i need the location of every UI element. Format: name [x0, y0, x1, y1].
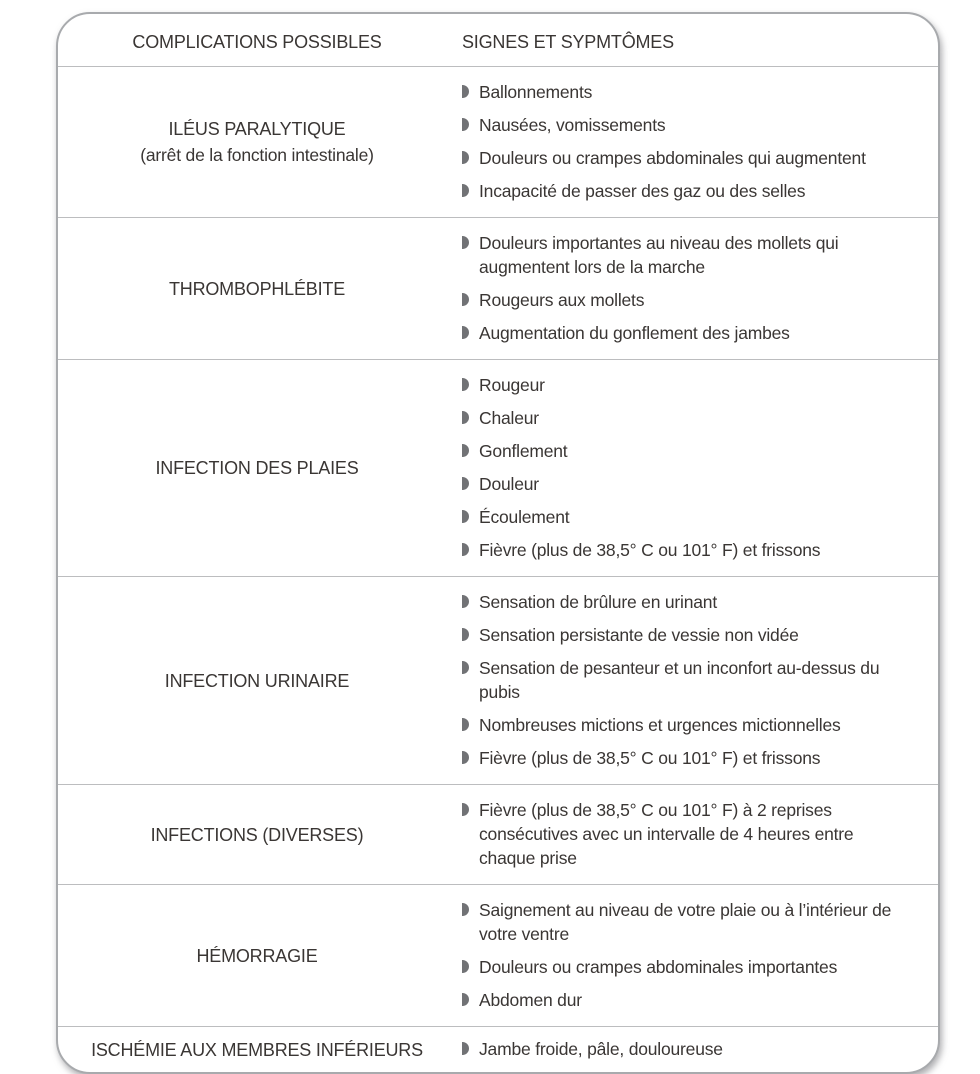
sign-item — [462, 798, 914, 870]
sign-item — [462, 505, 914, 529]
bullet-icon — [462, 993, 469, 1006]
complication-cell — [58, 360, 456, 576]
bullet-icon — [462, 903, 469, 916]
table-row — [58, 360, 938, 577]
sign-item — [462, 623, 914, 647]
complication-cell — [58, 218, 456, 359]
table-row — [58, 67, 938, 218]
sign-text: Saignement au niveau de votre plaie ou à l’intérieur de votre ventre — [479, 900, 892, 944]
sign-text: Sensation de brûlure en urinant — [479, 592, 717, 612]
sign-item — [462, 113, 914, 137]
sign-item — [462, 955, 914, 979]
complication-label: ISCHÉMIE AUX MEMBRES INFÉRIEURS — [91, 1039, 423, 1060]
sign-text: Douleurs ou crampes abdominales importantes — [479, 957, 838, 977]
bullet-icon — [462, 293, 469, 306]
sign-text: Chaleur — [479, 408, 539, 428]
sign-text: Gonflement — [479, 441, 568, 461]
sign-item — [462, 713, 914, 737]
signs-cell — [456, 218, 938, 359]
bullet-icon — [462, 184, 469, 197]
signs-list — [462, 898, 914, 1021]
signs-cell — [456, 577, 938, 784]
sign-text: Rougeur — [479, 375, 545, 395]
bullet-icon — [462, 1042, 469, 1055]
sign-text: Fièvre (plus de 38,5° C ou 101° F) et frissons — [479, 748, 821, 768]
sign-text: Jambe froide, pâle, douloureuse — [479, 1039, 723, 1059]
signs-header-label: SIGNES ET SYPMTÔMES — [462, 32, 674, 52]
bullet-icon — [462, 718, 469, 731]
sign-text: Douleurs ou crampes abdominales qui augmentent — [479, 148, 866, 168]
complication-label: HÉMORRAGIE — [196, 945, 318, 966]
table-header-row — [58, 14, 938, 67]
signs-list — [462, 590, 914, 779]
bullet-icon — [462, 595, 469, 608]
sign-item — [462, 231, 914, 279]
sign-item — [462, 80, 914, 104]
sign-item — [462, 179, 914, 203]
sign-text: Augmentation du gonflement des jambes — [479, 323, 790, 343]
complication-subtitle: (arrêt de la fonction intestinale) — [140, 145, 374, 165]
table-row — [58, 885, 938, 1027]
signs-list — [462, 1037, 914, 1070]
complication-label: ILÉUS PARALYTIQUE — [168, 119, 346, 139]
complication-label: THROMBOPHLÉBITE — [168, 278, 346, 299]
bullet-icon — [462, 661, 469, 674]
complication-label: INFECTIONS (DIVERSES) — [150, 824, 364, 845]
sign-text: Douleurs importantes au niveau des mollets qui augmentent lors de la marche — [479, 233, 839, 277]
signs-list — [462, 80, 914, 212]
sign-item — [462, 321, 914, 345]
bullet-icon — [462, 444, 469, 457]
table-row — [58, 577, 938, 785]
sign-item — [462, 288, 914, 312]
sign-item — [462, 988, 914, 1012]
sign-text: Fièvre (plus de 38,5° C ou 101° F) et frissons — [479, 540, 821, 560]
sign-item — [462, 439, 914, 463]
sign-item — [462, 656, 914, 704]
sign-item — [462, 746, 914, 770]
complication-cell — [58, 1027, 456, 1072]
bullet-icon — [462, 543, 469, 556]
complications-table-card — [56, 12, 940, 1074]
complication-cell — [58, 885, 456, 1026]
complication-cell — [58, 67, 456, 217]
bullet-icon — [462, 411, 469, 424]
bullet-icon — [462, 118, 469, 131]
bullet-icon — [462, 236, 469, 249]
sign-text: Sensation persistante de vessie non vidée — [479, 625, 799, 645]
sign-item — [462, 590, 914, 614]
sign-item — [462, 406, 914, 430]
sign-item — [462, 898, 914, 946]
header-cell-signs — [456, 14, 938, 66]
sign-text: Fièvre (plus de 38,5° C ou 101° F) à 2 reprises consécutives avec un intervalle de 4 heures entre chaque prise — [479, 800, 854, 868]
sign-text: Nausées, vomissements — [479, 115, 666, 135]
complication-cell — [58, 577, 456, 784]
sign-item — [462, 373, 914, 397]
complication-cell — [58, 785, 456, 884]
bullet-icon — [462, 378, 469, 391]
signs-list — [462, 798, 914, 879]
complications-header-label: COMPLICATIONS POSSIBLES — [132, 32, 382, 52]
sign-text: Rougeurs aux mollets — [479, 290, 645, 310]
sign-item — [462, 1037, 914, 1061]
complication-label: INFECTION URINAIRE — [164, 670, 350, 691]
sign-text: Nombreuses mictions et urgences mictionnelles — [479, 715, 841, 735]
bullet-icon — [462, 326, 469, 339]
complication-label: INFECTION DES PLAIES — [155, 458, 359, 478]
table-row — [58, 218, 938, 360]
sign-text: Abdomen dur — [479, 990, 582, 1010]
table-body — [58, 67, 938, 1072]
header-cell-complications — [58, 14, 456, 66]
bullet-icon — [462, 803, 469, 816]
sign-item — [462, 146, 914, 170]
bullet-icon — [462, 477, 469, 490]
sign-text: Incapacité de passer des gaz ou des selles — [479, 181, 806, 201]
table-row — [58, 785, 938, 885]
signs-cell — [456, 67, 938, 217]
bullet-icon — [462, 751, 469, 764]
signs-list — [462, 231, 914, 354]
bullet-icon — [462, 628, 469, 641]
bullet-icon — [462, 510, 469, 523]
sign-item — [462, 472, 914, 496]
sign-text: Écoulement — [479, 507, 570, 527]
signs-cell — [456, 785, 938, 884]
sign-text: Sensation de pesanteur et un inconfort au-dessus du pubis — [479, 658, 880, 702]
signs-list — [462, 373, 914, 571]
signs-cell — [456, 360, 938, 576]
signs-cell — [456, 885, 938, 1026]
bullet-icon — [462, 85, 469, 98]
bullet-icon — [462, 960, 469, 973]
bullet-icon — [462, 151, 469, 164]
sign-text: Douleur — [479, 474, 539, 494]
sign-item — [462, 538, 914, 562]
signs-cell — [456, 1027, 938, 1072]
sign-text: Ballonnements — [479, 82, 593, 102]
table-row — [58, 1027, 938, 1072]
